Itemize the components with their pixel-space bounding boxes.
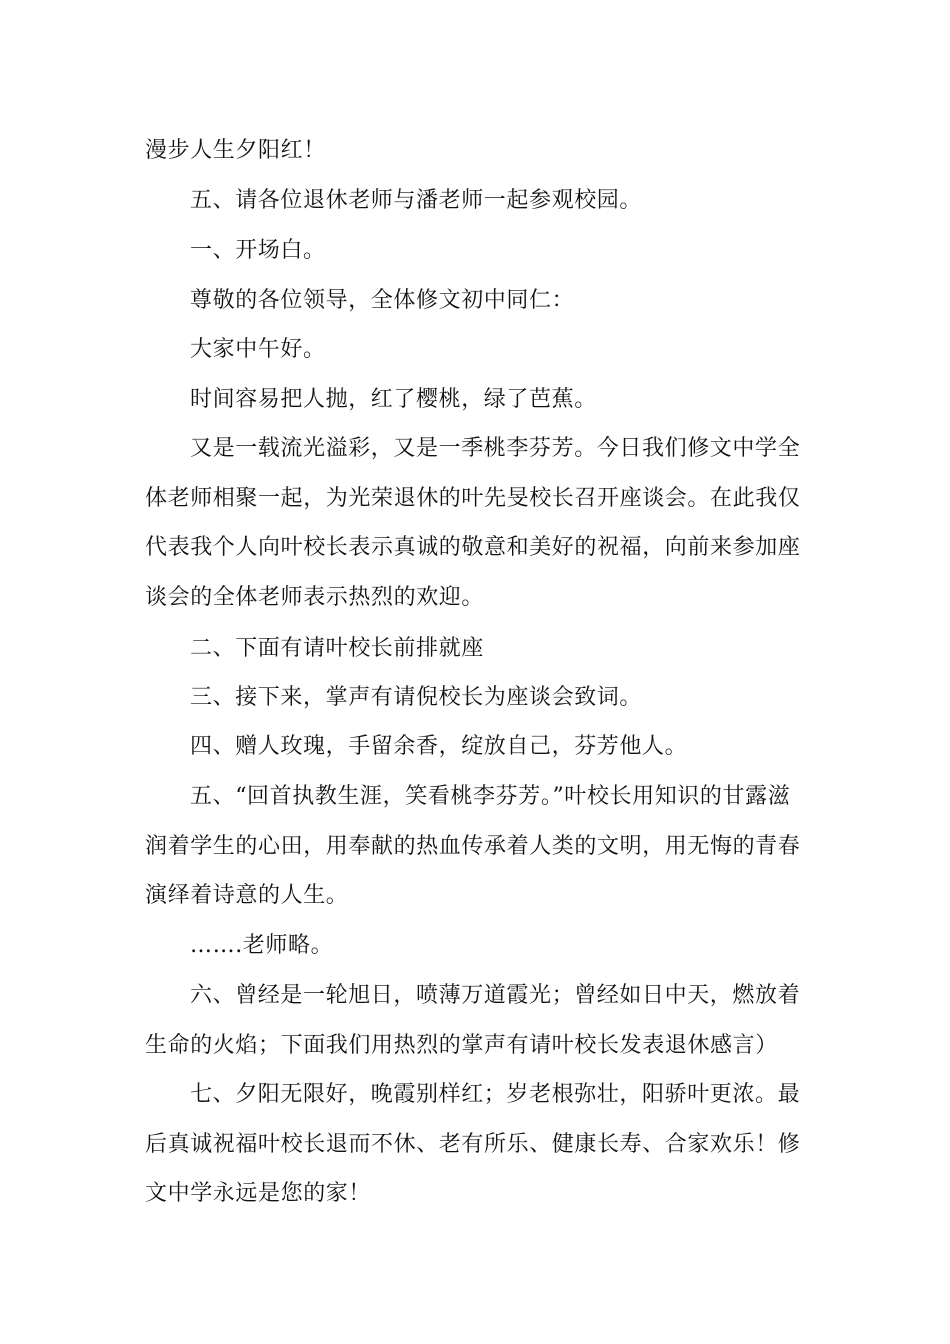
paragraph-salutation: 尊敬的各位领导，全体修文初中同仁： [190,288,575,313]
paragraph-teachers-omitted: …….老师略。 [190,933,334,958]
paragraph-step-six: 六、曾经是一轮旭日，喷薄万道霞光；曾经如日中天，燃放着生命的火焰；下面我们用热烈的掌声有请叶校长发表退休感言） [145,983,801,1058]
paragraph-step-four: 四、赠人玫瑰，手留余香，绽放自己，芬芳他人。 [190,734,688,759]
paragraph-visit-campus: 五、请各位退休老师与潘老师一起参观校园。 [190,188,643,213]
paragraph-closing-line: 漫步人生夕阳红！ [145,138,326,163]
paragraph-step-two: 二、下面有请叶校长前排就座 [190,636,484,661]
paragraph-introduction: 又是一载流光溢彩，又是一季桃李芬芳。今日我们修文中学全体老师相聚一起，为光荣退休的叶先旻校长召开座谈会。在此我仅代表我个人向叶校长表示真诚的敬意和美好的祝福，向前来参加座谈会的全体老师表示热烈的欢迎。 [145,436,801,610]
paragraph-opening-heading: 一、开场白。 [190,238,326,263]
paragraph-greeting: 大家中午好。 [190,337,326,362]
paragraph-step-seven: 七、夕阳无限好，晚霞别样红；岁老根弥壮，阳骄叶更浓。最后真诚祝福叶校长退而不休、老有所乐、健康长寿、合家欢乐！修文中学永远是您的家！ [145,1082,801,1206]
paragraph-step-three: 三、接下来，掌声有请倪校长为座谈会致词。 [190,685,643,710]
paragraph-poem-line: 时间容易把人抛，红了樱桃，绿了芭蕉。 [190,387,597,412]
paragraph-step-five: 五、“回首执教生涯，笑看桃李芬芳。”叶校长用知识的甘露滋润着学生的心田，用奉献的热血传承着人类的文明，用无悔的青春演绎着诗意的人生。 [145,784,801,908]
